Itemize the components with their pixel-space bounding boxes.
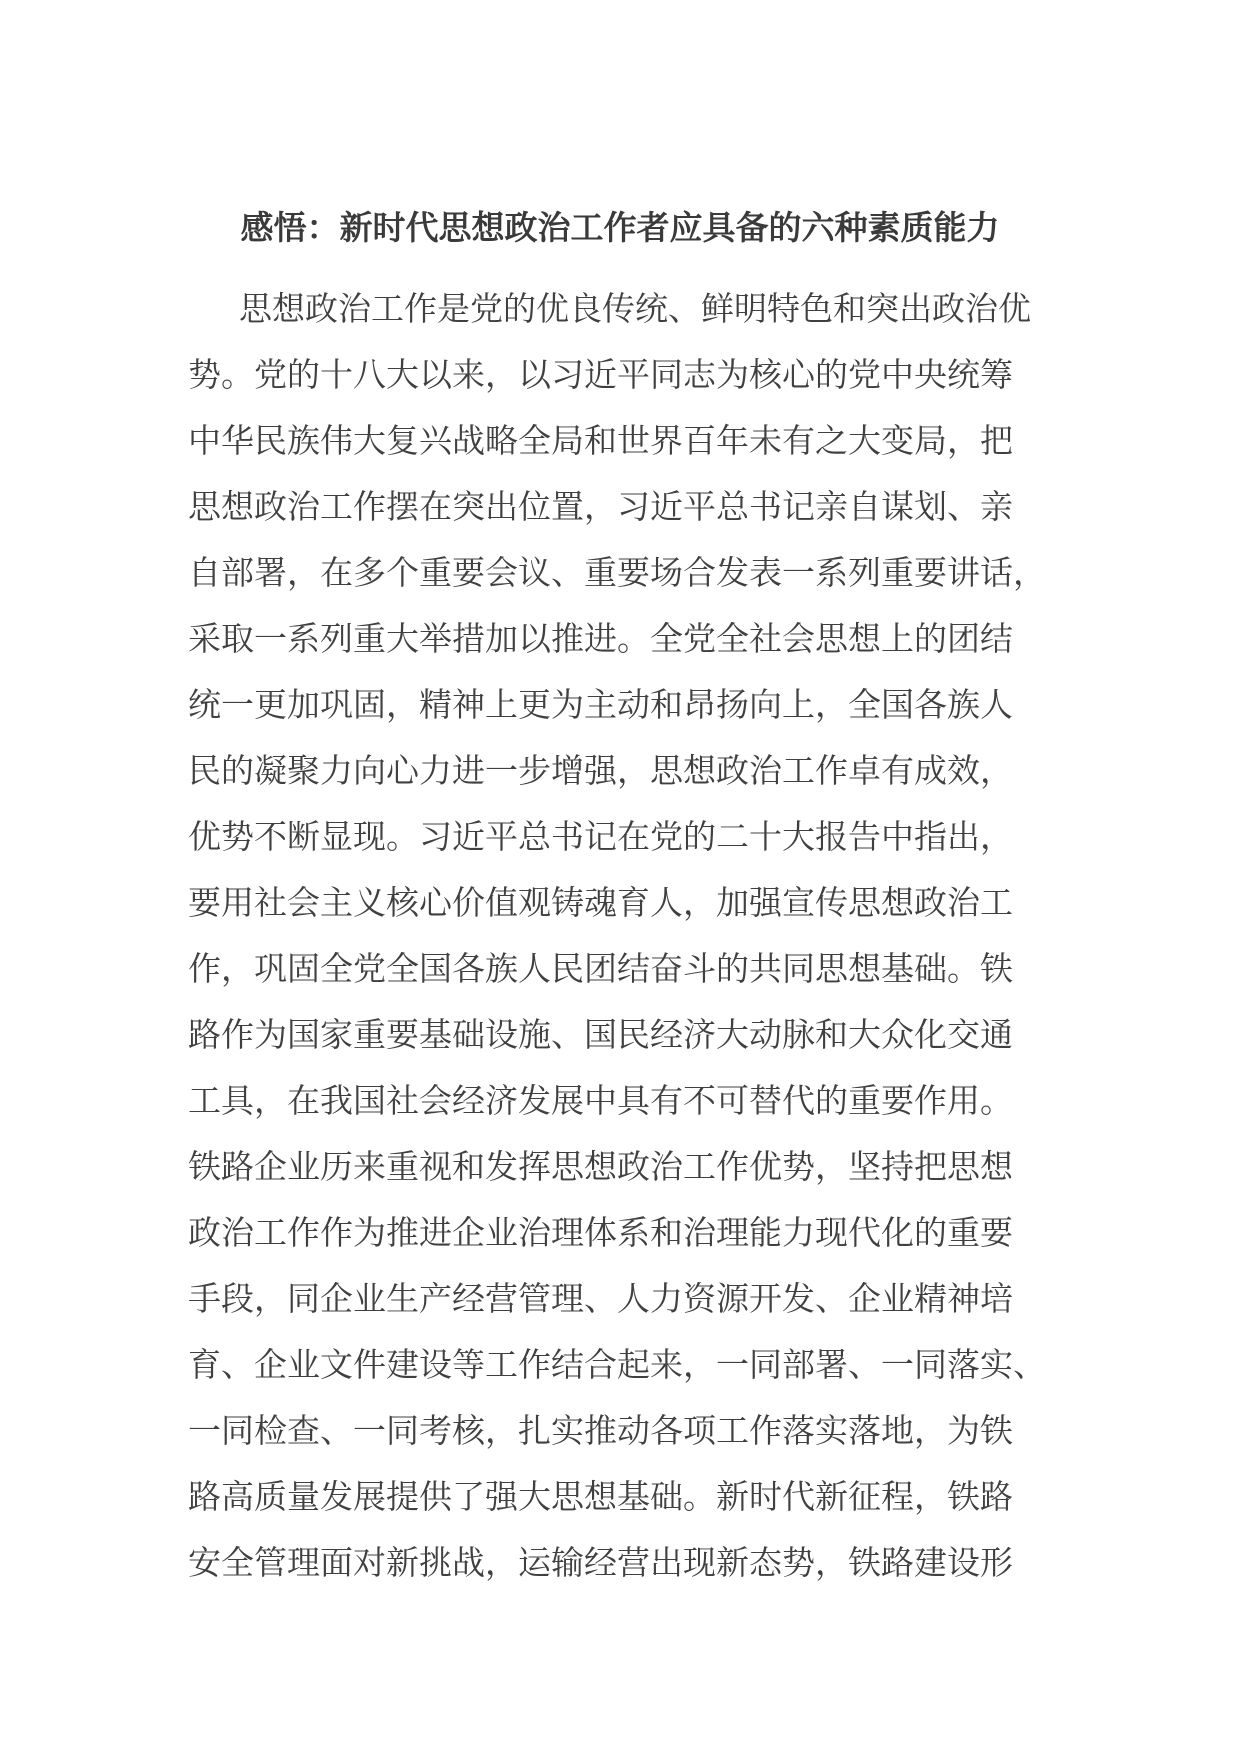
body-text-line: 采取一系列重大举措加以推进。全党全社会思想上的团结 [188, 619, 1013, 658]
body-text-line: 思想政治工作是党的优良传统、鲜明特色和突出政治优 [239, 289, 1031, 328]
body-text-line: 一同检查、一同考核，扎实推动各项工作落实落地，为铁 [188, 1411, 1013, 1450]
body-text-line: 势。党的十八大以来，以习近平同志为核心的党中央统筹 [188, 355, 1013, 394]
body-text-line: 路作为国家重要基础设施、国民经济大动脉和大众化交通 [188, 1015, 1013, 1054]
body-text-line: 工具，在我国社会经济发展中具有不可替代的重要作用。 [188, 1081, 1013, 1120]
body-text-line: 作，巩固全党全国各族人民团结奋斗的共同思想基础。铁 [188, 949, 1013, 988]
body-text-line: 手段，同企业生产经营管理、人力资源开发、企业精神培 [188, 1279, 1013, 1318]
body-text-line: 统一更加巩固，精神上更为主动和昂扬向上，全国各族人 [188, 685, 1013, 724]
body-text-line: 民的凝聚力向心力进一步增强，思想政治工作卓有成效， [188, 751, 1013, 790]
body-text-line: 路高质量发展提供了强大思想基础。新时代新征程，铁路 [188, 1477, 1013, 1516]
body-text-line: 思想政治工作摆在突出位置，习近平总书记亲自谋划、亲 [188, 487, 1013, 526]
document-body [188, 276, 1068, 1596]
body-text-line: 自部署，在多个重要会议、重要场合发表一系列重要讲话， [188, 553, 1046, 592]
body-text-line: 育、企业文件建设等工作结合起来，一同部署、一同落实、 [188, 1345, 1046, 1384]
body-text-line: 铁路企业历来重视和发挥思想政治工作优势，坚持把思想 [188, 1147, 1013, 1186]
document-title: 感悟：新时代思想政治工作者应具备的六种素质能力 [240, 208, 1000, 247]
body-text-line: 优势不断显现。习近平总书记在党的二十大报告中指出， [188, 817, 1013, 856]
body-text-line: 中华民族伟大复兴战略全局和世界百年未有之大变局，把 [188, 421, 1013, 460]
body-text-line: 政治工作作为推进企业治理体系和治理能力现代化的重要 [188, 1213, 1013, 1252]
body-text-line: 要用社会主义核心价值观铸魂育人，加强宣传思想政治工 [188, 883, 1013, 922]
body-text-line: 安全管理面对新挑战，运输经营出现新态势，铁路建设形 [188, 1543, 1013, 1582]
